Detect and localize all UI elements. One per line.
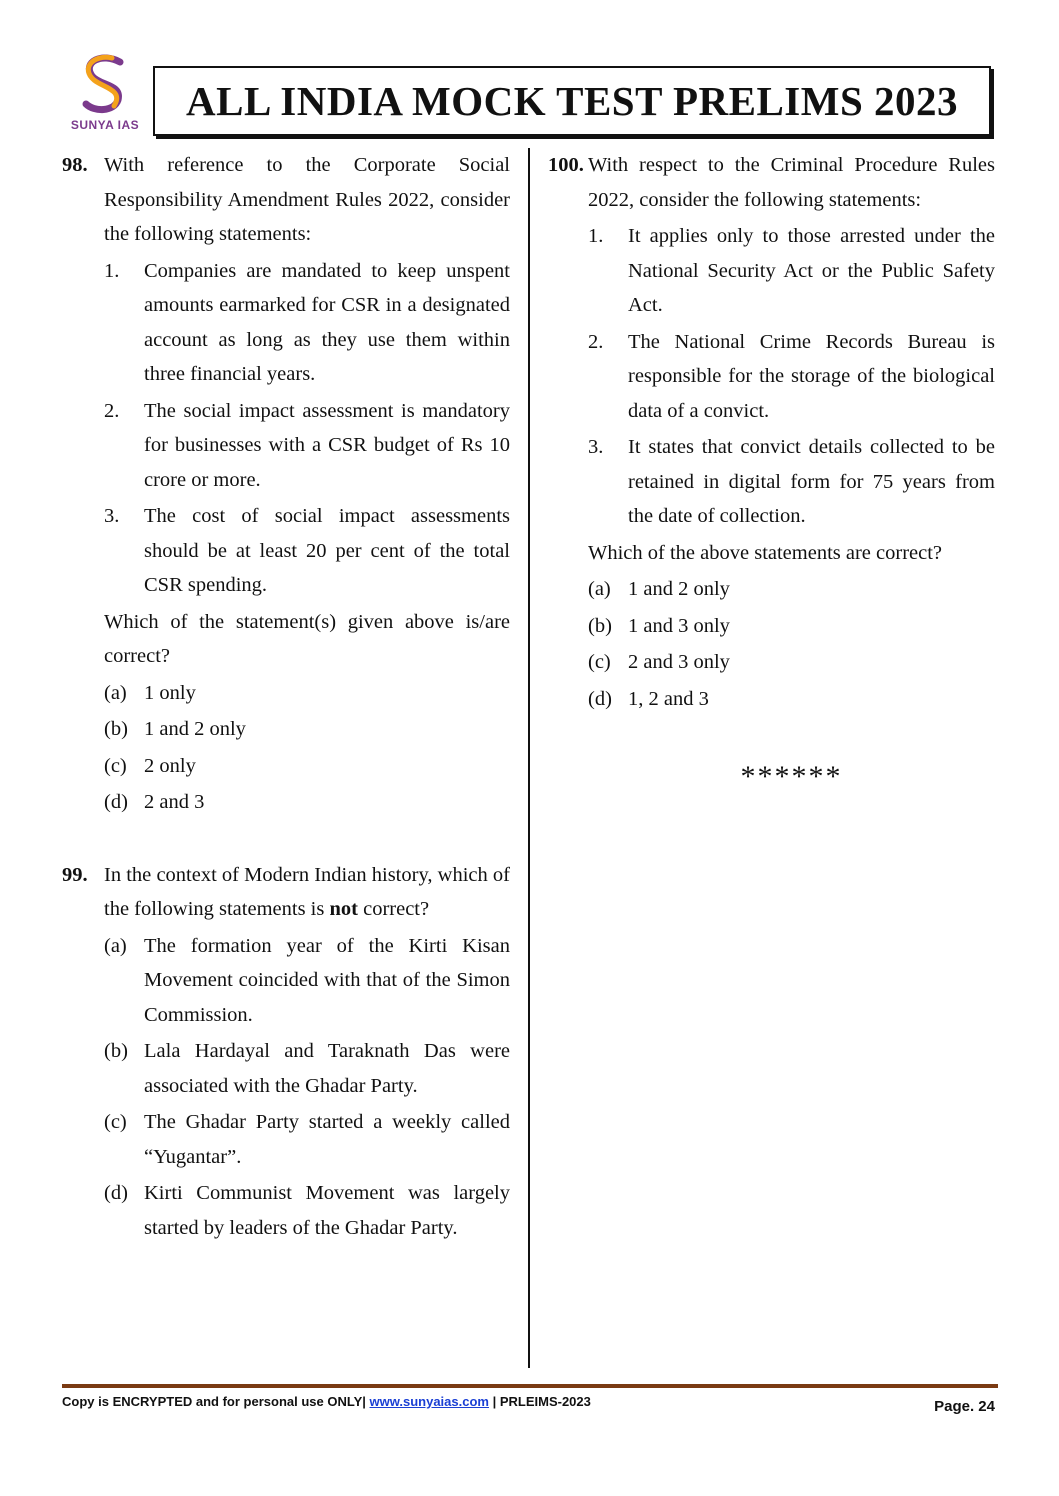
option-text: 1 and 2 only bbox=[628, 578, 730, 600]
logo-text: SUNYA IAS bbox=[70, 118, 140, 132]
question-text: With respect to the Criminal Procedure Rules 2022, consider the following statements: bbox=[588, 154, 995, 211]
footer-notice bbox=[62, 1394, 591, 1409]
statement-number: 1. bbox=[588, 225, 604, 247]
option-b bbox=[588, 609, 995, 644]
option-d bbox=[104, 785, 510, 820]
question-number: 100. bbox=[548, 154, 584, 176]
option-label: (d) bbox=[104, 791, 128, 813]
statement-list bbox=[588, 219, 995, 534]
column-divider bbox=[528, 148, 530, 1368]
statement-item bbox=[588, 430, 995, 534]
option-text: The formation year of the Kirti Kisan Movement coincided with that of the Simon Commission. bbox=[144, 934, 510, 1026]
statement-text: It applies only to those arrested under the National Security Act or the Public Safety Act. bbox=[628, 225, 995, 316]
question-100 bbox=[548, 148, 995, 716]
left-column bbox=[62, 148, 510, 1245]
option-b bbox=[104, 1034, 510, 1103]
question-text-part: correct? bbox=[357, 898, 430, 920]
question-text-part: In the context of Modern Indian history, which of the following statements is bbox=[104, 863, 510, 920]
website-link[interactable]: www.sunyaias.com bbox=[369, 1394, 489, 1409]
option-label: (c) bbox=[104, 1111, 127, 1133]
option-text: 1 and 3 only bbox=[628, 614, 730, 637]
statement-text: The cost of social impact assessments should be at least 20 per cent of the total CSR spending. bbox=[144, 505, 510, 596]
statement-text: It states that convict details collected to be retained in digital form for 75 years from the date of collection. bbox=[628, 436, 995, 527]
option-label: (d) bbox=[104, 1182, 128, 1204]
option-text: 2 only bbox=[144, 754, 196, 777]
question-98 bbox=[62, 148, 510, 820]
option-list bbox=[104, 929, 510, 1246]
statement-number: 1. bbox=[104, 259, 120, 282]
question-prompt: Which of the above statements are correct? bbox=[588, 541, 943, 564]
page-number: Page. 24 bbox=[934, 1398, 995, 1415]
option-c bbox=[104, 1105, 510, 1174]
option-label: (c) bbox=[104, 754, 127, 777]
option-text: 2 and 3 bbox=[144, 791, 205, 813]
option-text: Lala Hardayal and Taraknath Das were associated with the Ghadar Party. bbox=[144, 1040, 510, 1097]
option-label: (d) bbox=[588, 687, 612, 710]
option-d bbox=[104, 1176, 510, 1245]
question-99 bbox=[62, 858, 510, 1246]
logo-s-icon bbox=[72, 50, 138, 116]
question-text: With reference to the Corporate Social Responsibility Amendment Rules 2022, consider the following statements: bbox=[104, 154, 510, 245]
statement-text: The National Crime Records Bureau is responsible for the storage of the biological data of a convict. bbox=[628, 330, 995, 422]
statement-number: 3. bbox=[104, 505, 120, 527]
option-label: (a) bbox=[104, 681, 127, 704]
end-marker: ****** bbox=[740, 760, 843, 793]
footer-rule bbox=[62, 1384, 998, 1388]
option-label: (b) bbox=[104, 1040, 128, 1062]
option-a bbox=[104, 929, 510, 1033]
statement-item bbox=[588, 325, 995, 429]
page-title: ALL INDIA MOCK TEST PRELIMS 2023 bbox=[185, 78, 959, 124]
option-text: 1 and 2 only bbox=[144, 718, 246, 740]
option-a bbox=[104, 676, 510, 711]
statement-text: The social impact assessment is mandatory for businesses with a CSR budget of Rs 10 crore or more. bbox=[144, 399, 510, 491]
option-list bbox=[588, 572, 995, 716]
question-text-emphasis: not bbox=[329, 898, 358, 920]
statement-item bbox=[104, 499, 510, 603]
question-text bbox=[104, 858, 510, 927]
option-label: (c) bbox=[588, 651, 611, 673]
statement-text: Companies are mandated to keep unspent amounts earmarked for CSR in a designated account as long as they use them within three financial years. bbox=[144, 259, 510, 385]
right-column bbox=[548, 148, 995, 795]
option-text: 2 and 3 only bbox=[628, 651, 730, 673]
option-label: (b) bbox=[104, 718, 128, 740]
statement-number: 3. bbox=[588, 436, 604, 458]
sunya-ias-logo bbox=[62, 50, 152, 140]
option-c bbox=[104, 749, 510, 784]
option-label: (a) bbox=[588, 578, 611, 600]
statement-item bbox=[104, 254, 510, 392]
statement-list bbox=[104, 254, 510, 603]
option-text: Kirti Communist Movement was largely started by leaders of the Ghadar Party. bbox=[144, 1182, 510, 1239]
option-list bbox=[104, 676, 510, 820]
footer-notice-suffix: | PRLEIMS-2023 bbox=[488, 1394, 591, 1409]
footer-notice-text: Copy is ENCRYPTED and for personal use ONLY| bbox=[62, 1394, 370, 1409]
option-d bbox=[588, 682, 995, 717]
option-text: 1 only bbox=[144, 681, 196, 704]
option-label: (a) bbox=[104, 934, 127, 957]
option-text: The Ghadar Party started a weekly called “Yugantar”. bbox=[144, 1111, 510, 1168]
option-c bbox=[588, 645, 995, 680]
title-box bbox=[153, 66, 991, 136]
statement-number: 2. bbox=[588, 330, 604, 353]
statement-item bbox=[588, 219, 995, 323]
option-label: (b) bbox=[588, 614, 612, 637]
statement-item bbox=[104, 394, 510, 498]
question-number: 99. bbox=[62, 863, 88, 886]
question-number: 98. bbox=[62, 154, 88, 176]
question-prompt: Which of the statement(s) given above is/are correct? bbox=[104, 610, 510, 667]
option-a bbox=[588, 572, 995, 607]
statement-number: 2. bbox=[104, 399, 120, 422]
option-text: 1, 2 and 3 bbox=[628, 687, 709, 710]
option-b bbox=[104, 712, 510, 747]
